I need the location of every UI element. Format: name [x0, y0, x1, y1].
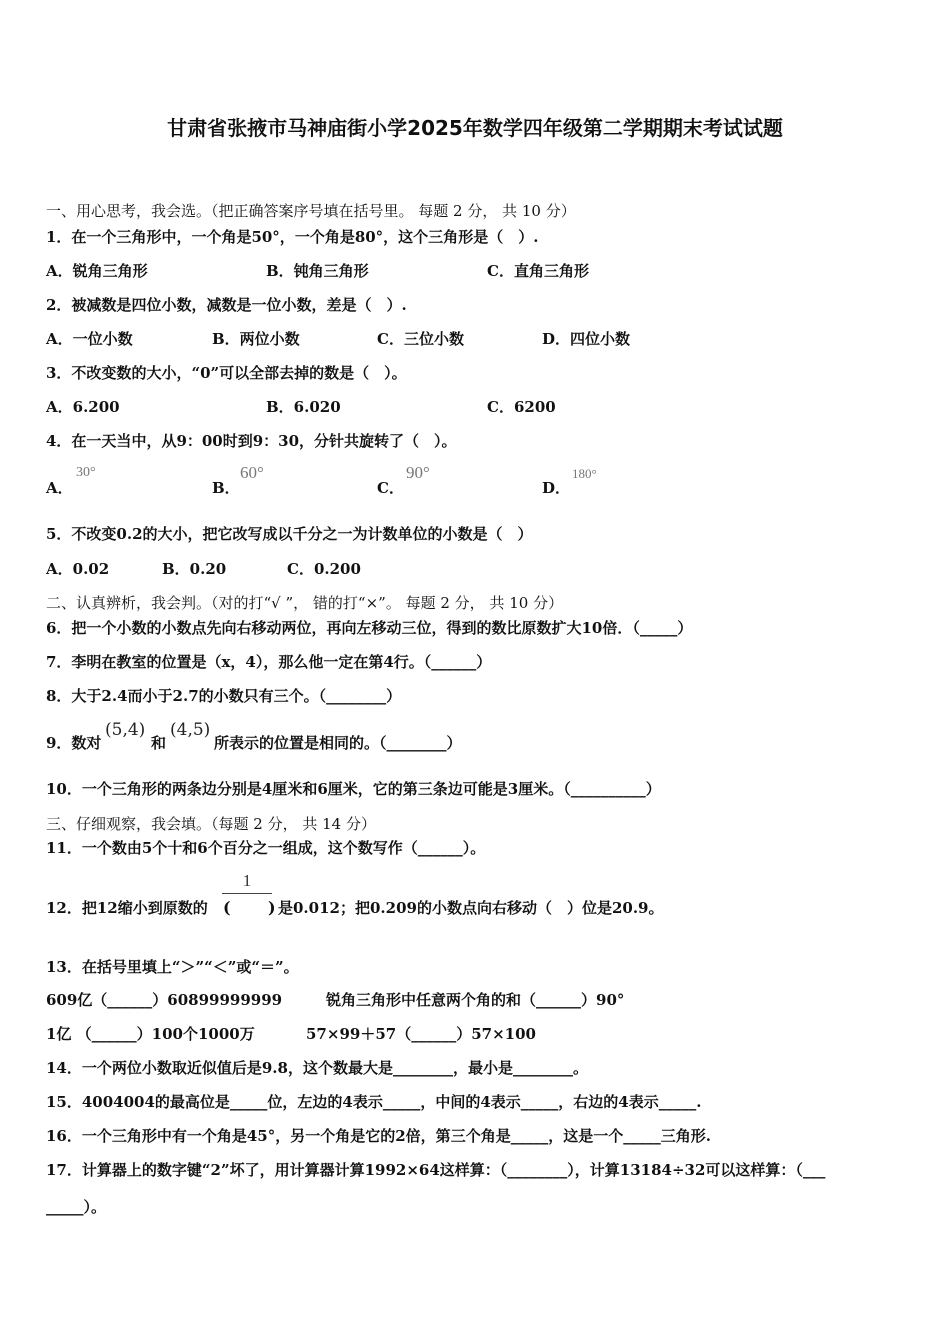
question-6: 6．把一个小数的小数点先向右移动两位，再向左移动三位，得到的数比原数扩大10倍．（_____） — [46, 619, 693, 637]
question-12-suffix: 是0.012；把0.209的小数点向右移动（ ）位是20.9。 — [278, 899, 664, 917]
question-15: 15．4004004的最高位是_____位，左边的4表示_____，中间的4表示_____，右边的4表示_____. — [46, 1093, 702, 1111]
q4-option-b-value: 60° — [240, 463, 264, 482]
q12-paren-open: ( — [223, 898, 231, 917]
q4-option-a-value: 30° — [76, 465, 96, 480]
q5-option-b: B．0.20 — [162, 560, 227, 578]
q1-option-a: A．锐角三角形 — [46, 262, 148, 280]
question-16: 16．一个三角形中有一个角是45°，另一个角是它的2倍，第三个角是_____，这是一个_____三角形. — [46, 1127, 711, 1145]
q2-option-c: C．三位小数 — [377, 330, 464, 348]
q4-option-c-value: 90° — [406, 463, 430, 482]
q12-paren-close: ) — [268, 898, 276, 917]
q3-option-c: C．6200 — [487, 398, 556, 416]
question-3: 3．不改变数的大小，“0”可以全部去掉的数是（ ）。 — [46, 364, 407, 382]
section-3-heading: 三、仔细观察，我会填。（每题 2 分， 共 14 分） — [46, 815, 376, 833]
question-12-prefix: 12．把12缩小到原数的 — [46, 899, 208, 917]
q3-option-b: B．6.020 — [266, 398, 341, 416]
q4-option-c: C． — [377, 479, 404, 497]
question-1: 1．在一个三角形中，一个角是50°，一个角是80°，这个三角形是（ ）. — [46, 228, 539, 246]
question-5: 5．不改变0.2的大小，把它改写成以千分之一为计数单位的小数是（ ） — [46, 525, 533, 543]
q13-item-3: 1亿 （______）100个1000万 — [46, 1025, 255, 1043]
q2-option-a: A．一位小数 — [46, 330, 133, 348]
q12-fraction-numerator: 1 — [242, 871, 252, 890]
q9-pair-1: (5,4) — [105, 720, 146, 740]
page-title: 甘肃省张掖市马神庙街小学2025年数学四年级第二学期期末考试试题 — [167, 116, 783, 140]
question-13: 13．在括号里填上“＞”“＜”或“＝”。 — [46, 958, 299, 976]
q4-option-d: D． — [542, 479, 571, 497]
section-2-heading: 二、认真辨析，我会判。（对的打“√ ”， 错的打“×”。 每题 2 分， 共 10 分） — [46, 594, 564, 612]
q9-pair-2: (4,5) — [170, 720, 211, 740]
q4-option-b: B． — [212, 479, 240, 497]
question-17-line-1: 17．计算器上的数字键“2”坏了，用计算器计算1992×64这样算：（________），计算13184÷32可以这样算：（___ — [46, 1161, 826, 1179]
question-7: 7．李明在教室的位置是（x，4），那么他一定在第4行。（______） — [46, 653, 492, 671]
question-4: 4．在一天当中，从9：00时到9：30，分针共旋转了（ ）。 — [46, 432, 457, 450]
question-8: 8．大于2.4而小于2.7的小数只有三个。（________） — [46, 687, 402, 705]
q2-option-b: B．两位小数 — [212, 330, 300, 348]
q13-item-1: 609亿（______）60899999999 — [46, 991, 283, 1009]
q5-option-a: A．0.02 — [46, 560, 110, 578]
q4-option-d-value: 180° — [572, 466, 597, 481]
q13-item-4: 57×99＋57（______）57×100 — [306, 1025, 536, 1043]
question-9-and: 和 — [151, 734, 167, 752]
question-9-prefix: 9．数对 — [46, 734, 102, 752]
q12-fraction-bar — [222, 893, 272, 894]
section-1-heading: 一、用心思考，我会选。（把正确答案序号填在括号里。 每题 2 分， 共 10 分） — [46, 202, 576, 220]
question-9-suffix: 所表示的位置是相同的。（________） — [214, 734, 462, 752]
question-14: 14．一个两位小数取近似值后是9.8，这个数最大是________，最小是________。 — [46, 1059, 588, 1077]
question-11: 11．一个数由5个十和6个百分之一组成，这个数写作（______）。 — [46, 839, 486, 857]
question-10: 10．一个三角形的两条边分别是4厘米和6厘米，它的第三条边可能是3厘米。（__________） — [46, 780, 661, 798]
question-17-line-2: _____）。 — [46, 1198, 107, 1216]
q3-option-a: A．6.200 — [46, 398, 120, 416]
q13-item-2: 锐角三角形中任意两个角的和（______）90° — [326, 991, 625, 1009]
question-2: 2．被减数是四位小数，减数是一位小数，差是（ ）. — [46, 296, 407, 314]
q12-fraction — [222, 871, 272, 894]
q1-option-c: C．直角三角形 — [487, 262, 589, 280]
q2-option-d: D．四位小数 — [542, 330, 631, 348]
q5-option-c: C．0.200 — [287, 560, 361, 578]
q4-option-a: A． — [46, 479, 73, 497]
q1-option-b: B．钝角三角形 — [266, 262, 369, 280]
